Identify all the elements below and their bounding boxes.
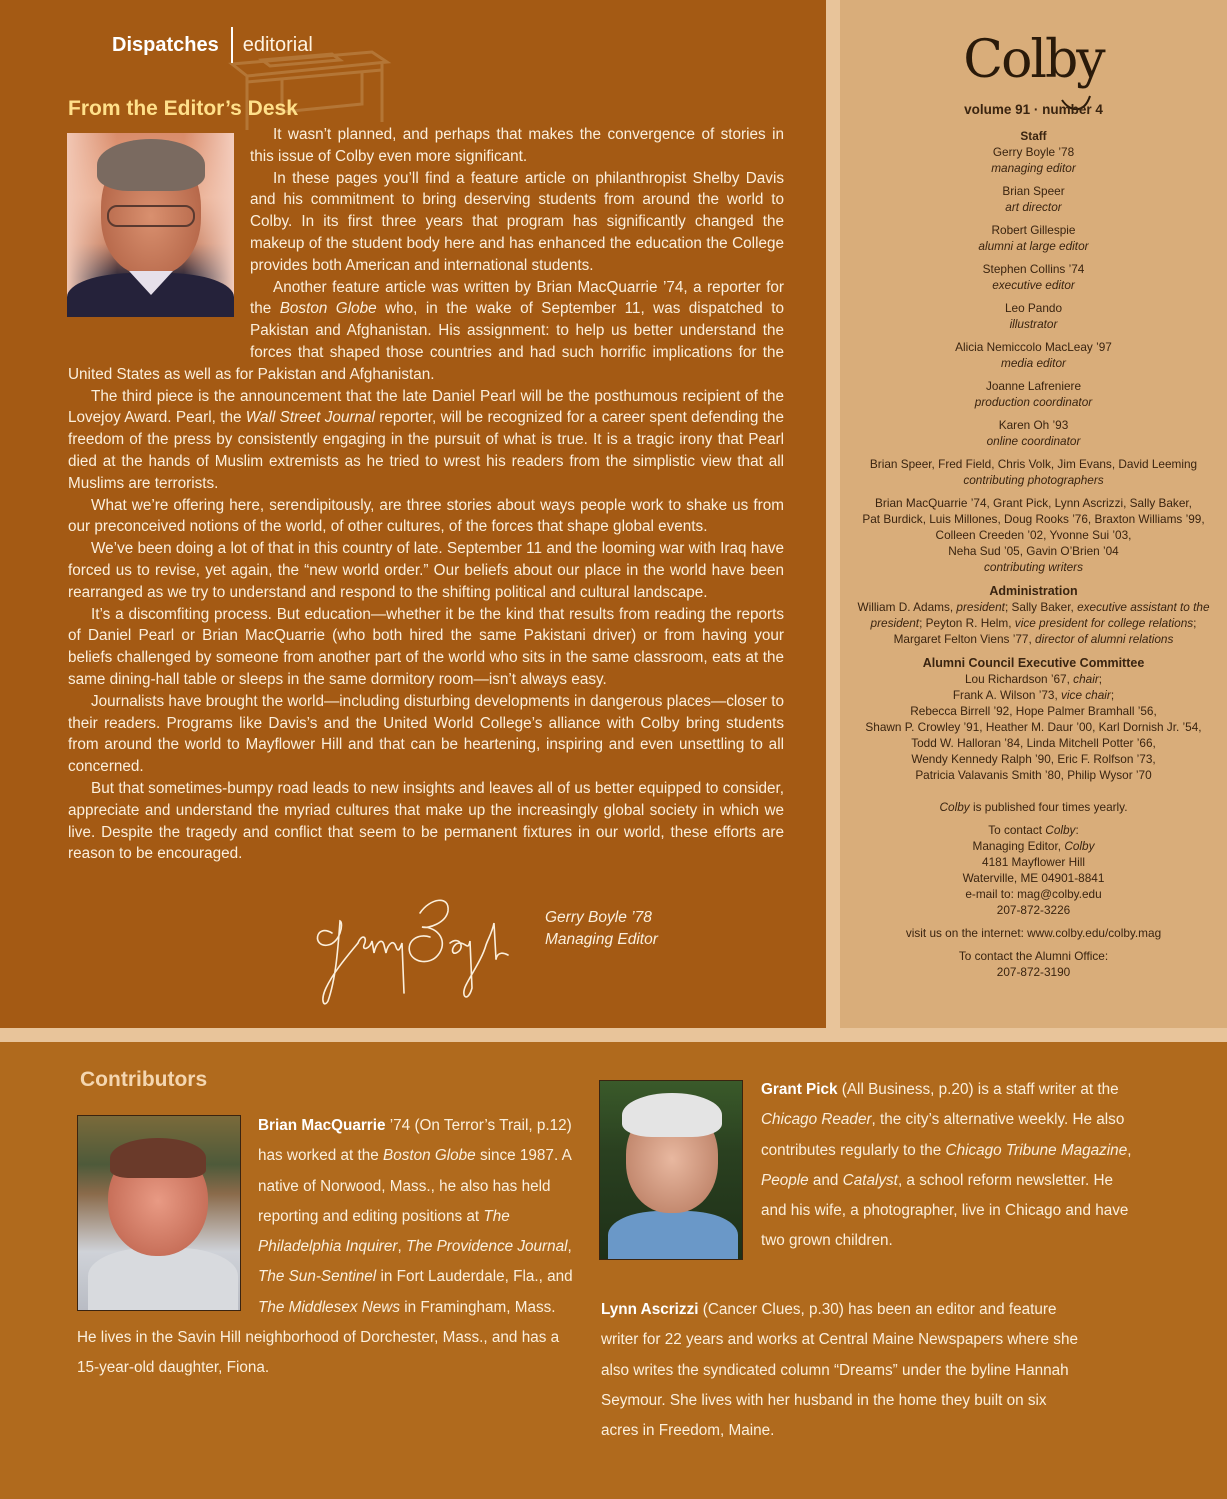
signature-credit [545, 907, 658, 951]
staff-item: Robert Gillespie alumni at large editor [978, 223, 1089, 253]
contributor-name: Brian MacQuarrie [258, 1117, 386, 1134]
web-link[interactable]: visit us on the internet: www.colby.edu/colby.mag [905, 926, 1162, 940]
contact-block: To contact Colby: Managing Editor, Colby 4181 Mayflower Hill Waterville, ME 04901-8841 e-mail to: mag@colby.edu 207-872-3226 [840, 822, 1227, 918]
editorial-paragraph: But that sometimes-bumpy road leads to new insights and leaves all of us better equipped to consider, appreciate and understand the myriad cultures that make up the increasingly global society in which we live. Despite the tragedy and conflict that seem to be permanent fixtures in our world, these efforts are reason to be encouraged. [68, 779, 784, 863]
contributor-name: Grant Pick [761, 1081, 838, 1098]
staff-item: Leo Pando illustrator [1004, 301, 1063, 331]
alumni-contact: To contact the Alumni Office: 207-872-3190 [958, 949, 1109, 979]
signature-name: Gerry Boyle ’78 [545, 909, 652, 926]
brian-bio: Brian MacQuarrie ’74 (On Terror’s Trail, p.12) has worked at the Boston Globe since 1987. A native of Norwood, Mass., he also has held reporting and editing positions at The Philadelphia Inquirer, The Providence Journal, The Sun-Sentinel in Fort Lauderdale, Fla., and The Middlesex News in Framingham, Mass. [258, 1117, 573, 1316]
staff-item: Gerry Boyle ’78 managing editor [991, 145, 1076, 175]
administration-list: William D. Adams, president; Sally Baker, executive assistant to the president; Peyton R. Helm, vice president for college relations; Margaret Felton Viens ’77, director of alumni relations [857, 600, 1210, 646]
staff-item: Brian Speer art director [1002, 184, 1065, 214]
contributors-title: Contributors [80, 1068, 208, 1091]
editorial-paragraph: What we’re offering here, serendipitously, are three stories about ways people work to shake us from our preconceived notions of the world, of other cultures, of the forces that shape global events. [68, 496, 784, 536]
administration-heading: Administration [989, 584, 1078, 598]
writers: Brian MacQuarrie ’74, Grant Pick, Lynn Ascrizzi, Sally Baker, Pat Burdick, Luis Millones, Doug Rooks ’76, Braxton Williams ’99, Colleen Creeden ’02, Yvonne Sui ’03, Neha Sud ’05, Gavin O’Brien ’04 contributing writers [862, 496, 1205, 574]
lynn-bio: Lynn Ascrizzi (Cancer Clues, p.30) has been an editor and feature writer for 22 years and works at Central Maine Newspapers where she also writes the syndicated column “Dreams” under the byline Hannah Seymour. She lives with her husband in the home they built on six acres in Freedom, Maine. [601, 1301, 1078, 1440]
photographers: Brian Speer, Fred Field, Chris Volk, Jim Evans, David Leeming contributing photographers [869, 457, 1198, 487]
masthead-list [840, 128, 1227, 987]
editorial-paragraph: In these pages you’ll find a feature article on philanthropist Shelby Davis and his commitment to bring deserving students from around the world to Colby. In its first three years that program has significantly changed the makeup of the student body here and has enhanced the education the College provides both American and international students. [250, 169, 784, 274]
logo-flourish [840, 30, 1227, 110]
volume-number: volume 91 · number 4 [964, 102, 1103, 117]
grant-bio: Grant Pick (All Business, p.20) is a staff writer at the Chicago Reader, the city’s alternative weekly. He also contributes regularly to the Chicago Tribune Magazine, People and Catalyst, a school reform newsletter. He and his wife, a photographer, live in Chicago and have two grown children. [761, 1081, 1132, 1250]
masthead-panel [840, 0, 1227, 1028]
email-link[interactable]: e-mail to: mag@colby.edu [965, 887, 1102, 901]
brian-macquarrie-photo [77, 1115, 241, 1311]
staff-item: Stephen Collins ’74 executive editor [982, 262, 1085, 292]
subsection-label[interactable]: editorial [242, 33, 313, 56]
editorial-paragraph: It wasn’t planned, and perhaps that makes the convergence of stories in this issue of Colby even more significant. [250, 126, 784, 165]
section-label[interactable]: Dispatches [112, 33, 219, 56]
editorial-paragraph: It’s a discomfiting process. But education—whether it be the kind that results from reading the reports of Daniel Pearl or Brian MacQuarrie (who both hired the same Pakistani driver) or from having your beliefs challenged by someone from another part of the world who sits in the same classroom, eats at the same dining-hall table or sleeps in the same dormitory room—isn’t always easy. [68, 605, 784, 688]
editorial-paragraph: The third piece is the announcement that the late Daniel Pearl will be the posthumous recipient of the Lovejoy Award. Pearl, the Wall Street Journal reporter, will be recognized for a career spent defending the freedom of the press by consistently engaging in the pursuit of what is true. It is a tragic irony that Pearl died at the hands of Muslim extremists as he tried to wrest his readers from the simplistic view that all Muslims are terrorists. [68, 387, 784, 492]
handwritten-signature [310, 893, 510, 1008]
colby-logo[interactable]: Colby [963, 30, 1104, 90]
signature-title: Managing Editor [545, 931, 658, 948]
staff-item: Joanne Lafreniere production coordinator [974, 379, 1093, 409]
brian-bio-continued: He lives in the Savin Hill neighborhood of Dorchester, Mass., and has a 15-year-old daughter, Fiona. [77, 1329, 560, 1377]
editorial-paragraph: We’ve been doing a lot of that in this country of late. September 11 and the looming war with Iraq have forced us to revise, yet again, the “new world order.” Our beliefs about our place in the world have been rearranged as we try to understand and respond to the shifting political and cultural landscape. [68, 540, 784, 601]
editorial-paragraph: Another feature article was written by Brian MacQuarrie ’74, a reporter for the Boston Globe who, in the wake of September 11, was dispatched to Pakistan and Afghanistan. His assignment: to help us better understand the forces that shaped those countries and had such horrific implications for the United States as well as for Pakistan and Afghanistan. [68, 278, 784, 383]
publication-note: Colby is published four times yearly. [939, 800, 1128, 814]
staff-item: Karen Oh ’93 online coordinator [986, 418, 1081, 448]
contributors-panel [0, 1042, 1227, 1499]
editorial-panel [0, 0, 826, 1028]
contributor-name: Lynn Ascrizzi [601, 1301, 699, 1318]
grant-pick-photo [599, 1080, 743, 1260]
council-heading: Alumni Council Executive Committee [922, 656, 1145, 670]
editorial-title: From the Editor’s Desk [68, 97, 298, 120]
editorial-paragraph: Journalists have brought the world—including disturbing developments in dangerous places—closer to their readers. Programs like Davis’s and the United World College’s alliance with Colby bring students from around the world to Mayflower Hill and that can be heartening, inspiring and even unsettling to all concerned. [68, 692, 785, 776]
staff-item: Alicia Nemiccolo MacLeay ’97 media editor [955, 340, 1112, 370]
council-list: Lou Richardson ’67, chair; Frank A. Wilson ’73, vice chair; Rebecca Birrell ’92, Hope Palmer Bramhall ’56, Shawn P. Crowley ’91, Heather M. Daur ’00, Karl Dornish Jr. ’54, Todd W. Halloran ’84, Linda Mitchell Potter ’66, Wendy Kennedy Ralph ’90, Eric F. Rolfson ’73, Patricia Valavanis Smith ’80, Philip Wysor ’70 [865, 672, 1202, 782]
staff-heading: Staff [1020, 129, 1047, 143]
editorial-body [68, 124, 784, 865]
